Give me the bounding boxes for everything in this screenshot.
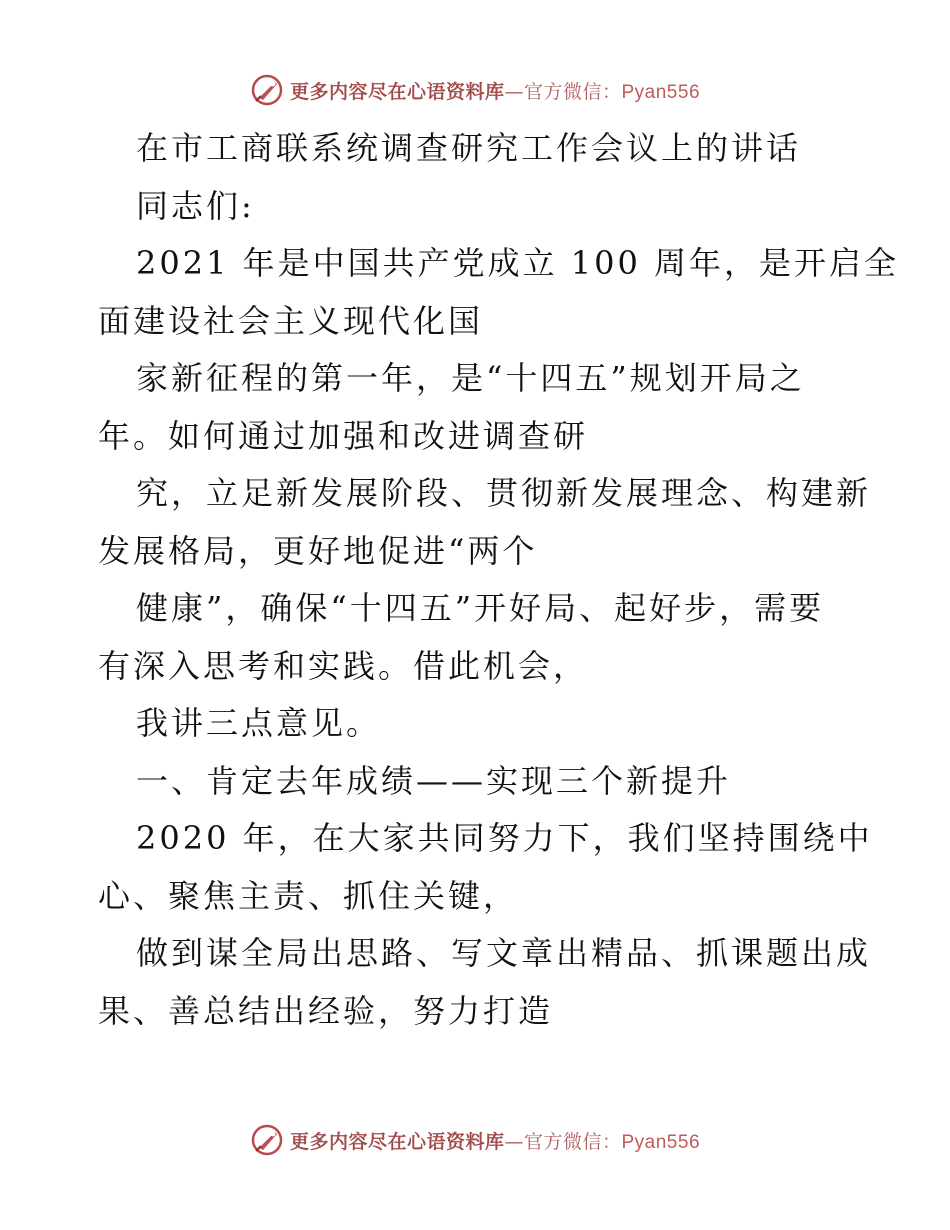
watermark-brand: 更多内容尽在心语资料库	[289, 1130, 505, 1153]
text-line: 2021 年是中国共产党成立 100 周年，是开启全	[136, 244, 900, 282]
text-line: 2020 年，在大家共同努力下，我们坚持围绕中	[136, 819, 873, 857]
quill-logo-icon	[250, 73, 284, 107]
watermark-wechat-label: 官方微信：	[523, 80, 622, 103]
text-line: 同志们:	[136, 186, 255, 225]
text-line: 发展格局，更好地促进“两个	[98, 531, 538, 570]
text-line: 做到谋全局出思路、写文章出精品、抓课题出成	[136, 934, 872, 972]
watermark-brand: 更多内容尽在心语资料库	[289, 80, 505, 103]
text-line: 一、肯定去年成绩——实现三个新提升	[136, 761, 732, 800]
watermark-text	[290, 1127, 700, 1154]
watermark-wechat-id: Pyan556	[621, 1131, 701, 1153]
watermark-wechat-id: Pyan556	[621, 81, 701, 103]
text-line: 面建设社会主义现代化国	[98, 301, 484, 340]
watermark-separator: —	[504, 80, 524, 103]
document-body	[98, 120, 900, 1040]
text-line: 有深入思考和实践。借此机会，	[98, 646, 589, 685]
text-line: 家新征程的第一年，是“十四五”规划开局之	[136, 359, 805, 397]
text-line: 年。如何通过加强和改进调查研	[98, 416, 589, 455]
text-line: 究，立足新发展阶段、贯彻新发展理念、构建新	[136, 474, 872, 512]
footer-watermark	[0, 1120, 950, 1160]
watermark-wechat-label: 官方微信：	[523, 1130, 622, 1153]
text-line: 果、善总结出经验，努力打造	[98, 991, 554, 1030]
text-line: 我讲三点意见。	[136, 704, 382, 742]
text-line: 心、聚焦主责、抓住关键，	[98, 876, 519, 915]
text-line: 健康”，确保“十四五”开好局、起好步，需要	[136, 589, 825, 627]
text-line: 在市工商联系统调查研究工作会议上的讲话	[136, 129, 802, 167]
watermark-text	[290, 77, 700, 104]
watermark-separator: —	[504, 1130, 524, 1153]
header-watermark	[0, 70, 950, 110]
quill-logo-icon	[250, 1123, 284, 1157]
